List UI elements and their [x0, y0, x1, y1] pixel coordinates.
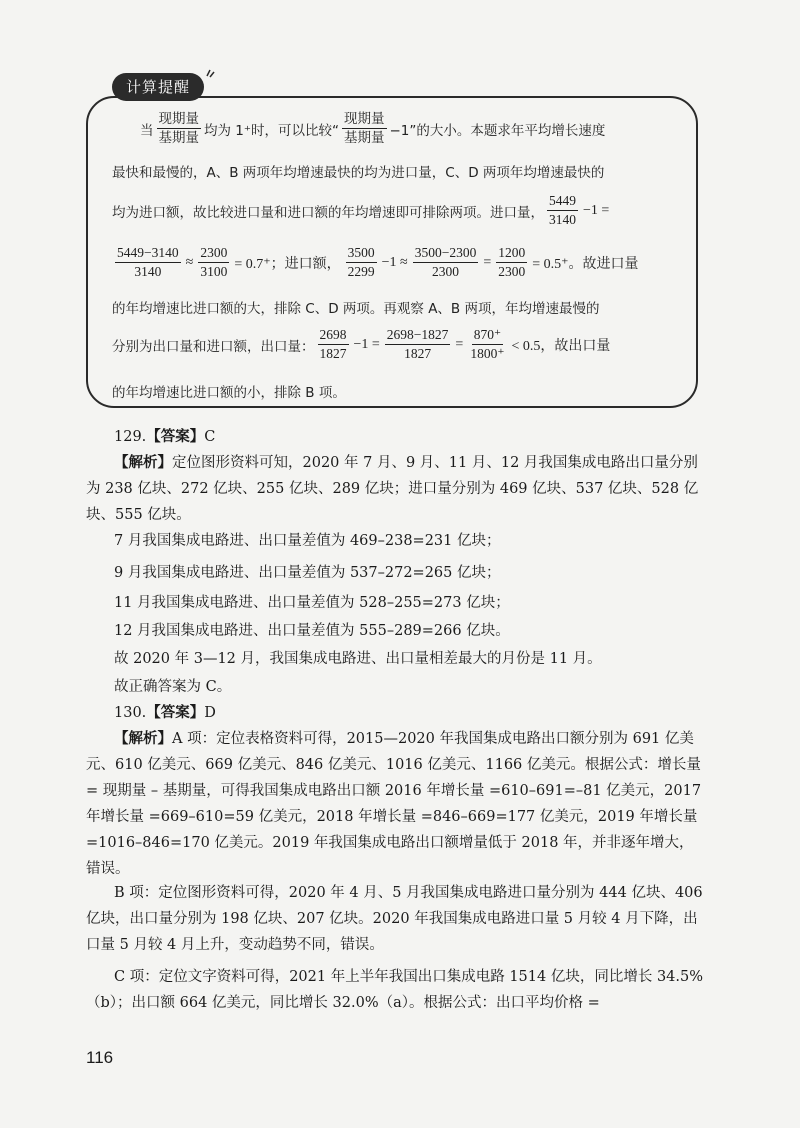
q129-analysis: 【解析】定位图形资料可知，2020 年 7 月、9 月、11 月、12 月我国集成电路出口量分别为 238 亿块、272 亿块、255 亿块、289 亿块；进口量分别为 469 亿块、537 亿块、528 亿块、555 亿块。: [86, 454, 699, 523]
tip-line-4: $\frac{5449-3140}{3140}$ ≈ $\frac{2300}{3100}$ = 0.7⁺；进口额， $\frac{3500}{2299}$ −1 ≈ $\frac{3500-2300}{2300}$ = $\frac{1200}{2300}$ = 0.5⁺。故进口量: [117, 245, 639, 279]
tip-line-7: 的年均增速比进口额的小，排除 B 项。: [112, 385, 346, 401]
q129-conclusion: 故 2020 年 3—12 月，我国集成电路进、出口量相差最大的月份是 11 月。: [114, 651, 602, 667]
q129-answer-line: 129.【答案】C: [114, 428, 216, 445]
tip-badge: 计算提醒: [112, 73, 204, 101]
fraction: $\frac{\text{现期量}}{\text{基期量}}$: [158, 111, 199, 145]
q130-answer-line: 130.【答案】D: [114, 704, 216, 721]
fraction: $\frac{3500-2300}{2300}$: [414, 245, 477, 279]
tip-line-3: 均为进口额，故比较进口量和进口额的年均增速即可排除两项。进口量， $\frac{5449}{3140}$ −1 =: [112, 193, 610, 227]
q129-line-2: 9 月我国集成电路进、出口量差值为 537–272=265 亿块；: [114, 565, 501, 581]
fraction: $\frac{5449}{3140}$: [549, 193, 576, 227]
q129-line-3: 11 月我国集成电路进、出口量差值为 528–255=273 亿块；: [114, 595, 510, 611]
fraction: $\frac{\text{现期量}}{\text{基期量}}$: [344, 111, 385, 145]
tip-line-5: 的年均增速比进口额的大，排除 C、D 两项。再观察 A、B 两项，年均增速最慢的: [112, 301, 600, 317]
page-number: 116: [86, 1048, 114, 1067]
q129-line-4: 12 月我国集成电路进、出口量差值为 555–289=266 亿块。: [114, 623, 510, 639]
q129-final-answer: 故正确答案为 C。: [114, 679, 232, 695]
fraction: $\frac{2300}{3100}$: [200, 245, 228, 279]
q130-option-a: 【解析】A 项：定位表格资料可得，2015—2020 年我国集成电路出口额分别为 691 亿美元、610 亿美元、669 亿美元、846 亿美元、1016 亿美元、1166 亿美元。根据公式：增长量 = 现期量 – 基期量，可得我国集成电路出口额 2016 年增长量 =610–691=–81 亿美元，2017 年增长量 =669–610=59 亿美元，2018 年增长量 =846–669=177 亿美元，2019 年增长量 =1016–846=170 亿美元。2019 年我国集成电路出口额增量低于 2018 年，并非逐年增大，错误。: [86, 730, 702, 877]
q129-line-1: 7 月我国集成电路进、出口量差值为 469–238=231 亿块；: [114, 533, 501, 549]
fraction: $\frac{2698-1827}{1827}$: [386, 327, 449, 361]
tip-line-2: 最快和最慢的，A、B 两项年均增速最快的均为进口量，C、D 两项年均增速最快的: [112, 165, 605, 181]
q130-option-c: C 项：定位文字资料可得，2021 年上半年我国出口集成电路 1514 亿块，同比增长 34.5%（b）；出口额 664 亿美元，同比增长 32.0%（a）。根据公式：出口平均价格 =: [86, 969, 704, 1011]
fraction: $\frac{870^+}{1800^+}$: [470, 327, 505, 361]
fraction: $\frac{5449-3140}{3140}$: [117, 245, 179, 279]
q130-option-b: B 项：定位图形资料可得，2020 年 4 月、5 月我国集成电路进口量分别为 444 亿块、406 亿块，出口量分别为 198 亿块、207 亿块。2020 年我国集成电路进口量 5 月较 4 月下降，出口量 5 月较 4 月上升，变动趋势不同，错误。: [86, 885, 703, 953]
tip-line-1: 当 $\frac{\text{现期量}}{\text{基期量}}$ 均为 1⁺时，可以比较“ $\frac{\text{现期量}}{\text{基期量}}$ −1”的大小。本题求年平均增长速度: [140, 111, 606, 145]
badge-sparkle-icon: [205, 68, 215, 78]
fraction: $\frac{1200}{2300}$: [498, 245, 526, 279]
tip-line-6: 分别为出口量和进口额，出口量： $\frac{2698}{1827}$ −1 = $\frac{2698-1827}{1827}$ = $\frac{870^+}{1800^+}$ < 0.5，故出口量: [112, 327, 611, 361]
fraction: $\frac{2698}{1827}$: [319, 327, 347, 361]
fraction: $\frac{3500}{2299}$: [347, 245, 375, 279]
